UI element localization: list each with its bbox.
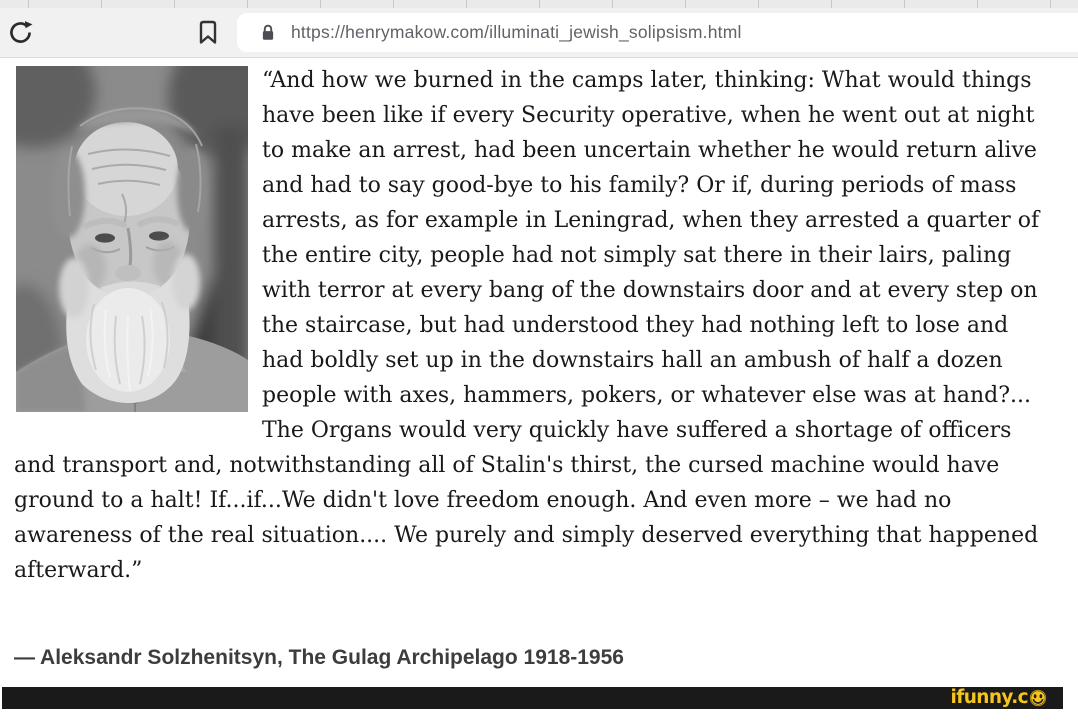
- page-content: [0, 58, 1078, 670]
- ifunny-logo-text: ifunny.c: [950, 686, 1028, 708]
- url-text: https://henrymakow.com/illuminati_jewish_solipsism.html: [291, 22, 742, 42]
- browser-toolbar: [0, 8, 1078, 58]
- reload-icon: [7, 33, 34, 50]
- ifunny-logo: [950, 686, 1047, 708]
- address-bar[interactable]: [237, 13, 1078, 52]
- smiley-face-o-icon: [1029, 689, 1047, 707]
- bookmark-button[interactable]: [197, 19, 219, 46]
- https-padlock-icon: [260, 23, 276, 42]
- bookmark-icon: [197, 33, 219, 50]
- quote-attribution: — Aleksandr Solzhenitsyn, The Gulag Archipelago 1918-1956: [14, 646, 624, 669]
- solzhenitsyn-portrait-photo: [16, 66, 248, 412]
- watermark-bar: [2, 687, 1063, 709]
- reload-button[interactable]: [7, 19, 34, 46]
- quote-text: “And how we burned in the camps later, thinking: What would things have been like if every Security operative, when he went out at night to make an arrest, had been uncertain whether he would return alive and had to say good-bye to his family? Or if, during periods of mass arrests, as for example in Leningrad, when they arrested a quarter of the entire city, people had not simply sat there in their lairs, paling with terror at every bang of the downstairs door and at every step on the staircase, but had understood they had nothing left to lose and had boldly set up in the downstairs hall an ambush of half a dozen people with axes, hammers, pokers, or whatever else was at hand?... The Organs would very quickly have suffered a shortage of officers and transport and, notwithstanding all of Stalin's thirst, the cursed machine would have ground to a halt! If...if...We didn't love freedom enough. And even more – we had no awareness of the real situation.... We purely and simply deserved everything that happened afterward.”: [14, 68, 1040, 583]
- tab-strip: [0, 0, 1078, 8]
